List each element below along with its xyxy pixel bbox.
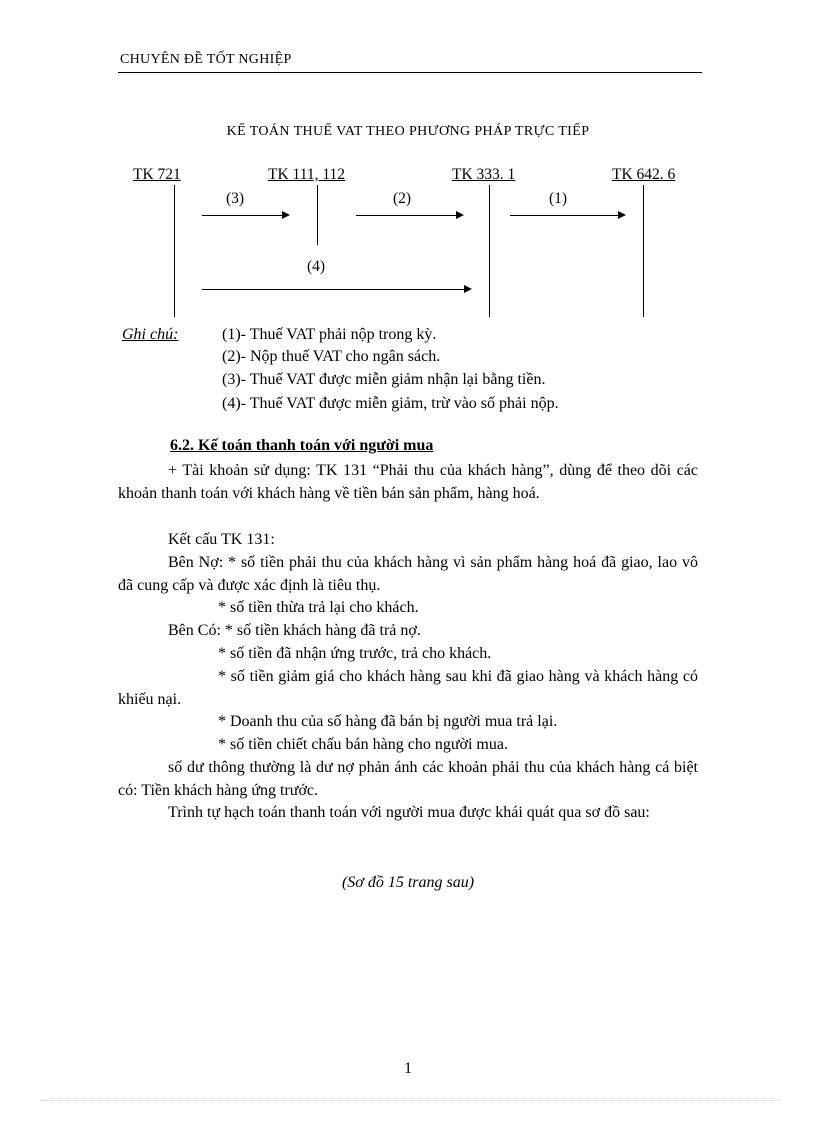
note-item: (4)- Thuế VAT được miễn giảm, trừ vào số phải nộp. bbox=[222, 395, 559, 412]
account-label-tk721: TK 721 bbox=[133, 166, 181, 183]
paragraph-balance: số dư thông thường là dư nợ phản ánh các khoản phải thu của khách hàng cá biệt có: Tiền khách hàng ứng trước. bbox=[118, 759, 698, 799]
account-line-tk111-112 bbox=[317, 185, 318, 245]
paragraph-debit-item: * số tiền thừa trả lại cho khách. bbox=[218, 599, 419, 616]
notes-label: Ghi chú: bbox=[122, 326, 179, 343]
paragraph-credit-item: * số tiền chiết chấu bán hàng cho người mua. bbox=[218, 736, 508, 753]
account-line-tk333-1 bbox=[489, 185, 490, 317]
account-label-tk333-1: TK 333. 1 bbox=[452, 166, 516, 183]
flow-label-2: (2) bbox=[393, 190, 412, 207]
flow-label-4: (4) bbox=[307, 258, 326, 275]
flow-arrow-1 bbox=[510, 215, 624, 216]
account-label-tk642-6: TK 642. 6 bbox=[612, 166, 676, 183]
page-number: 1 bbox=[404, 1060, 412, 1077]
section-title: 6.2. Kế toán thanh toán với người mua bbox=[170, 437, 434, 454]
flow-arrow-2 bbox=[356, 215, 462, 216]
diagram-title: KẾ TOÁN THUẾ VAT THEO PHƯƠNG PHÁP TRỰC TIẾP bbox=[226, 124, 590, 139]
paragraph-account-usage: + Tài khoản sử dụng: TK 131 “Phải thu của khách hàng”, dùng để theo dõi các khoản thanh toán với khách hàng về tiền bán sản phẩm, hàng hoá. bbox=[118, 462, 698, 502]
note-item: (3)- Thuế VAT được miễn giảm nhận lại bằng tiền. bbox=[222, 371, 546, 388]
flow-label-1: (1) bbox=[549, 190, 568, 207]
document-header: CHUYÊN ĐỀ TỐT NGHIỆP bbox=[120, 52, 292, 67]
account-label-tk111-112: TK 111, 112 bbox=[268, 166, 346, 183]
paragraph-procedure: Trình tự hạch toán thanh toán với người mua được khái quát qua sơ đồ sau: bbox=[168, 804, 650, 821]
paragraph-credit-item: * số tiền đã nhận ứng trước, trả cho khách. bbox=[218, 645, 492, 662]
page-bottom-border bbox=[40, 1100, 780, 1101]
flow-label-3: (3) bbox=[226, 190, 245, 207]
diagram-reference: (Sơ đồ 15 trang sau) bbox=[341, 874, 475, 891]
flow-arrow-3 bbox=[202, 215, 288, 216]
account-line-tk642-6 bbox=[643, 185, 644, 317]
note-item: (1)- Thuế VAT phải nộp trong kỳ. bbox=[222, 326, 437, 343]
flow-arrow-4 bbox=[202, 289, 470, 290]
paragraph-credit-item: * số tiền giảm giá cho khách hàng sau khi đã giao hàng và khách hàng có khiếu nại. bbox=[118, 668, 698, 708]
paragraph-credit-item: * Doanh thu của số hàng đã bán bị người mua trả lại. bbox=[218, 713, 558, 730]
header-rule bbox=[118, 72, 702, 73]
paragraph-credit-side: Bên Có: * số tiền khách hàng đã trả nợ. bbox=[168, 622, 421, 639]
paragraph-structure: Kết cấu TK 131: bbox=[168, 531, 275, 548]
account-line-tk721 bbox=[174, 185, 175, 317]
paragraph-debit-side: Bên Nợ: * số tiền phải thu của khách hàng vì sản phẩm hàng hoá đã giao, lao vô đã cung cấp và được xác định là tiêu thụ. bbox=[118, 554, 698, 594]
note-item: (2)- Nộp thuế VAT cho ngân sách. bbox=[222, 348, 441, 365]
